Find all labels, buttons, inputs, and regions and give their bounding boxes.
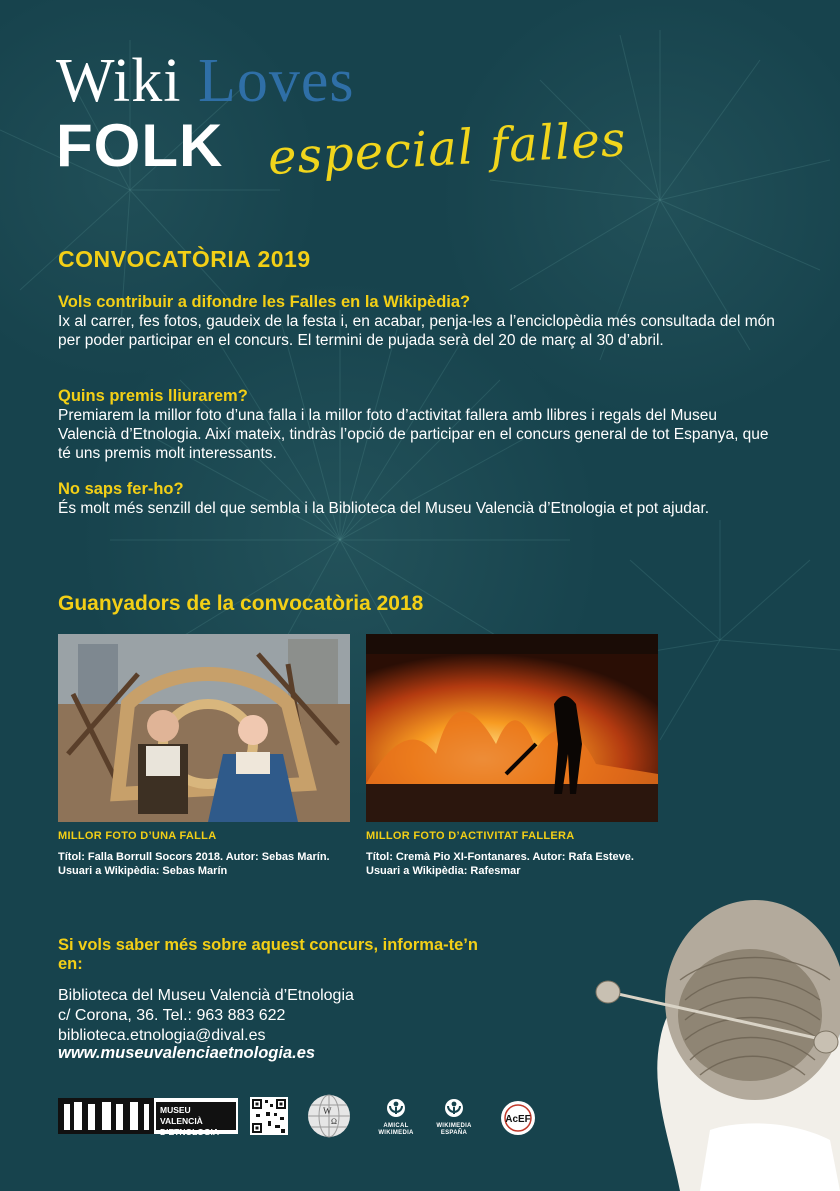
winner-label: MILLOR FOTO D’UNA FALLA xyxy=(58,830,217,842)
hair-bun-illustration xyxy=(590,880,840,1191)
winner-caption: Títol: Cremà Pio XI-Fontanares. Autor: Rafa Esteve. Usuari a Wikipèdia: Rafesmar xyxy=(366,851,634,877)
loves-word: Loves xyxy=(198,47,355,115)
wikipedia-globe-icon xyxy=(304,1094,354,1138)
wikimedia-icon xyxy=(444,1098,464,1118)
museu-valencia-logo xyxy=(58,1098,238,1137)
section-question: No saps fer-ho? xyxy=(58,480,184,498)
section-contribute xyxy=(58,292,778,350)
winner-caption: Títol: Falla Borrull Socors 2018. Autor: Sebas Marín. Usuari a Wikipèdia: Sebas Marín xyxy=(58,851,330,877)
section-question: Vols contribuir a difondre les Falles en la Wikipèdia? xyxy=(58,293,471,311)
section-prizes xyxy=(58,386,778,463)
crema-photo xyxy=(366,634,658,822)
wikimedia-espana-logo xyxy=(424,1098,484,1137)
section-help xyxy=(58,479,778,518)
section-text: És molt més senzill del que sembla i la Biblioteca del Museu Valencià d’Etnologia et pot ajudar. xyxy=(58,500,710,517)
museu-logo-text: MUSEU VALENCIÀ D’ETNOLOGIA xyxy=(156,1102,236,1130)
info-email[interactable]: biblioteca.etnologia@dival.es xyxy=(58,1027,266,1044)
info-website-link[interactable]: www.museuvalenciaetnologia.es xyxy=(58,1044,316,1062)
svg-text:Ω: Ω xyxy=(331,1117,337,1126)
convocatoria-title: CONVOCATÒRIA 2019 xyxy=(58,246,311,272)
amical-wikimedia-logo xyxy=(366,1098,426,1137)
info-heading: Si vols saber més sobre aquest concurs, informa-te’n en: xyxy=(58,936,478,973)
wiki-loves-title xyxy=(56,47,355,115)
section-question: Quins premis lliurarem? xyxy=(58,387,248,405)
winner-label: MILLOR FOTO D’ACTIVITAT FALLERA xyxy=(366,830,575,842)
wikimedia-text: WIKIMEDIA xyxy=(436,1123,472,1129)
falla-photo xyxy=(58,634,350,822)
wikimedia-sub-text: ESPAÑA xyxy=(440,1130,468,1136)
section-text: Premiarem la millor foto d’una falla i la millor foto d’activitat fallera amb llibres i regals del Museu Valencià d’Etnologia. Així mateix, tindràs l’opció de participar en el concurs general de tot Espanya, que té uns premis molt interessants. xyxy=(58,407,769,462)
especial-falles-subtitle: especial falles xyxy=(266,111,628,186)
svg-text:W: W xyxy=(323,1106,332,1116)
wikimedia-icon xyxy=(386,1098,406,1118)
folk-word: FOLK xyxy=(56,112,224,179)
section-text: Ix al carrer, fes fotos, gaudeix de la festa i, en acabar, penja-les a l’enciclopèdia més consultada del món per poder participar en el concurs. El termini de pujada serà del 20 de març al 30 d’abril. xyxy=(58,313,775,349)
amical-wikimedia-text: AMICAL WIKIMEDIA xyxy=(378,1123,414,1136)
winners-title: Guanyadors de la convocatòria 2018 xyxy=(58,592,424,615)
qr-code-icon xyxy=(250,1097,288,1135)
wiki-word: Wiki xyxy=(56,47,182,115)
info-library: Biblioteca del Museu Valencià d’Etnologia xyxy=(58,987,354,1004)
info-address: c/ Corona, 36. Tel.: 963 883 622 xyxy=(58,1007,286,1024)
acef-text: AcEF xyxy=(505,1114,531,1125)
acef-logo xyxy=(500,1100,536,1136)
